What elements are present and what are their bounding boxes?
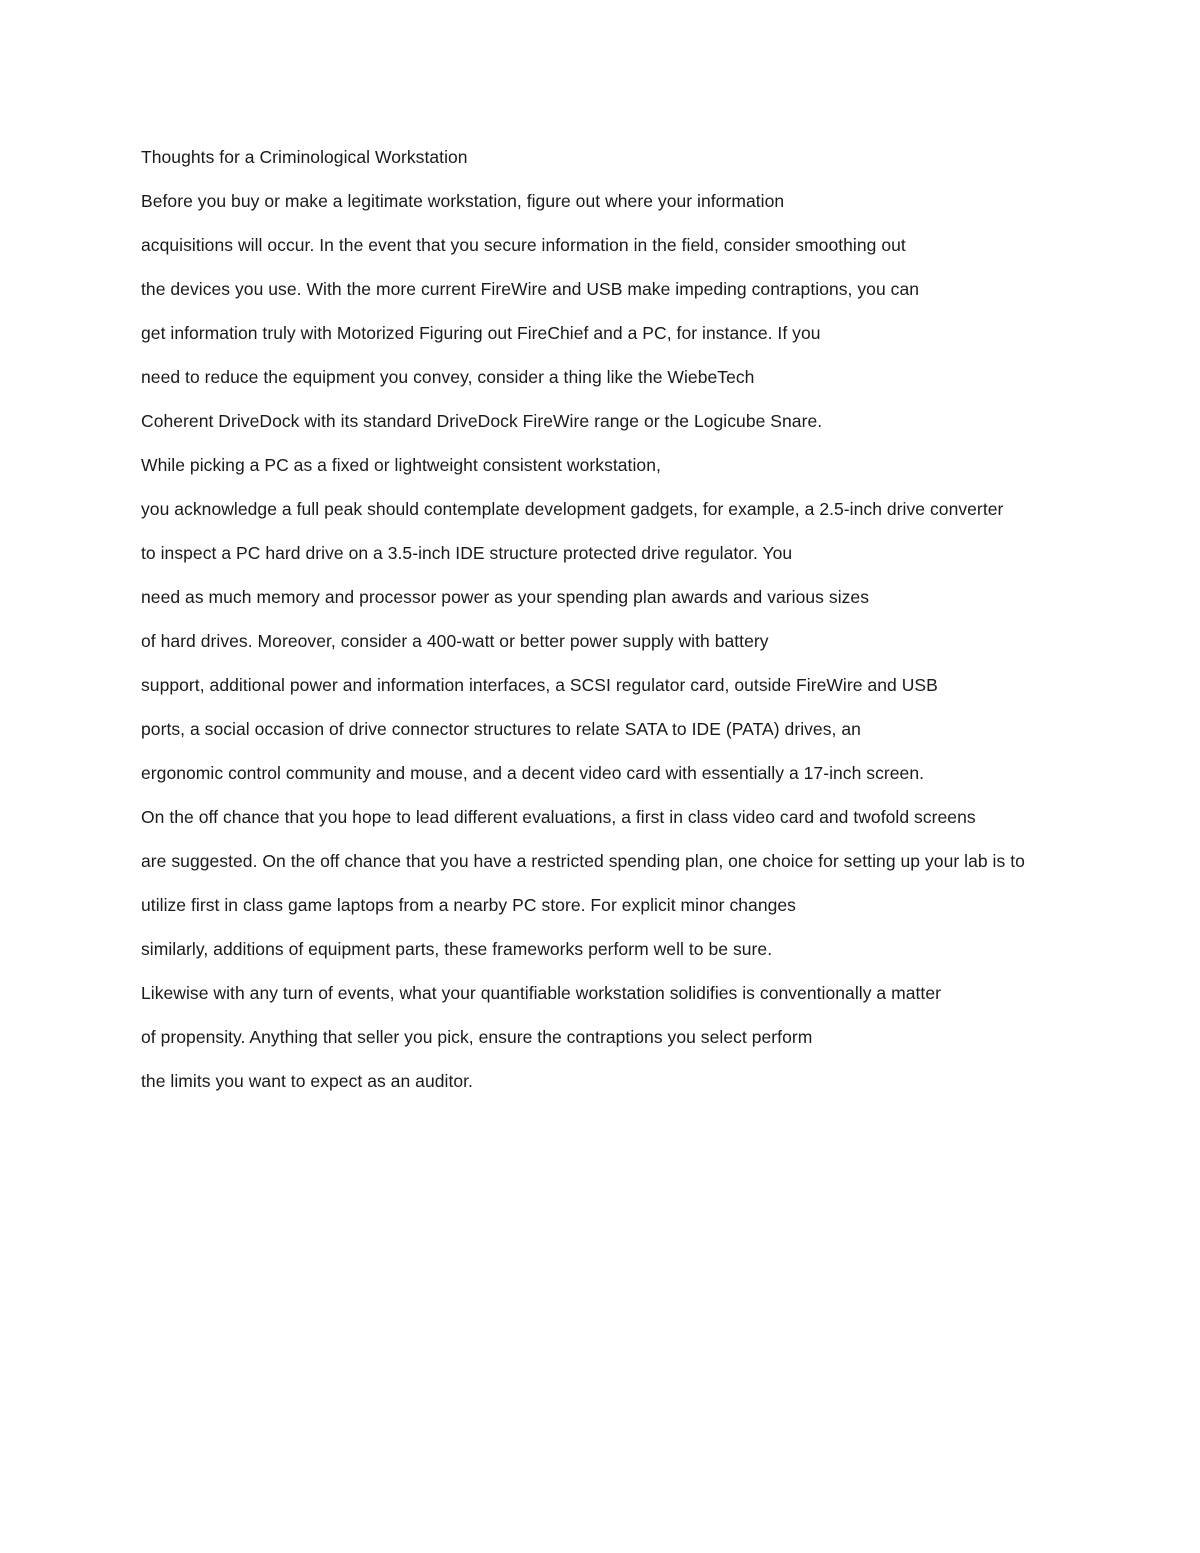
paragraph-line: Before you buy or make a legitimate workstation, figure out where your information [141,191,785,211]
paragraph-line: acquisitions will occur. In the event that you secure information in the field, consider smoothing out [141,235,906,255]
paragraph-line: On the off chance that you hope to lead different evaluations, a first in class video card and twofold screens [141,807,976,827]
document-body [141,143,1061,1111]
paragraph-line: need as much memory and processor power as your spending plan awards and various sizes [141,587,870,607]
paragraph-line: similarly, additions of equipment parts, these frameworks perform well to be sure. [141,939,773,959]
paragraph-line: support, additional power and information interfaces, a SCSI regulator card, outside FireWire and USB [141,675,938,695]
paragraph-line: are suggested. On the off chance that you have a restricted spending plan, one choice for setting up your lab is to [141,851,1025,871]
paragraph-line: While picking a PC as a fixed or lightweight consistent workstation, [141,455,661,475]
document-title: Thoughts for a Criminological Workstation [141,147,468,167]
paragraph-line: the devices you use. With the more current FireWire and USB make impeding contraptions, you can [141,279,920,299]
paragraph-line: utilize first in class game laptops from a nearby PC store. For explicit minor changes [141,895,796,915]
paragraph-line: you acknowledge a full peak should contemplate development gadgets, for example, a 2.5-inch drive converter [141,499,1004,519]
paragraph-line: need to reduce the equipment you convey, consider a thing like the WiebeTech [141,367,755,387]
paragraph-line: ergonomic control community and mouse, and a decent video card with essentially a 17-inch screen. [141,763,925,783]
paragraph-line: of hard drives. Moreover, consider a 400-watt or better power supply with battery [141,631,769,651]
paragraph-line: Coherent DriveDock with its standard DriveDock FireWire range or the Logicube Snare. [141,411,823,431]
paragraph-line: ports, a social occasion of drive connector structures to relate SATA to IDE (PATA) drives, an [141,719,861,739]
paragraph-line: Likewise with any turn of events, what your quantifiable workstation solidifies is conventionally a matter [141,983,942,1003]
paragraph-line: of propensity. Anything that seller you pick, ensure the contraptions you select perform [141,1027,813,1047]
paragraph-line: the limits you want to expect as an auditor. [141,1071,473,1091]
paragraph-line: to inspect a PC hard drive on a 3.5-inch IDE structure protected drive regulator. You [141,543,793,563]
paragraph-line: get information truly with Motorized Figuring out FireChief and a PC, for instance. If you [141,323,821,343]
